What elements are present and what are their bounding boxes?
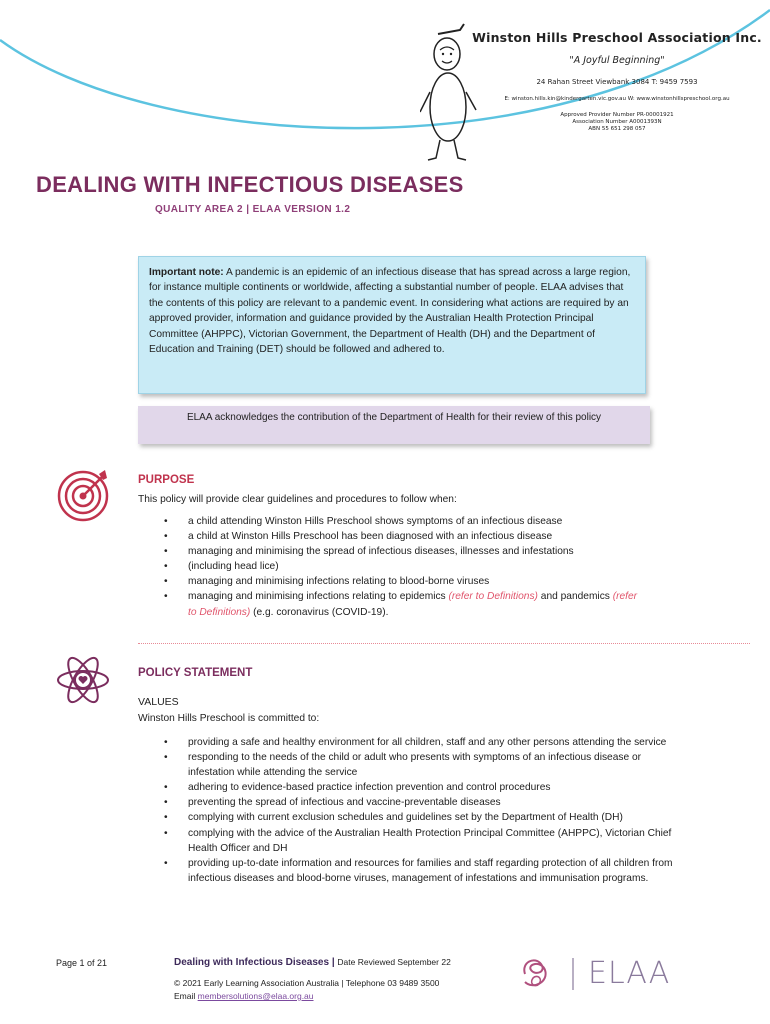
note-text: A pandemic is an epidemic of an infectious disease that has spread across a large region, for instance multiple continents or worldwide, affecting a substantial number of people. ELAA advises that the contents of this policy are relevant to a pandemic event. In considering what actions are required by an approved provider, information and guidance provided by the Australian Health Protection Principal Committee (AHPPC), Victorian Government, the Department of Health (DH) and the Department of Education and Training (DET) should be followed and adhered to. bbox=[149, 267, 631, 356]
elaa-logo-text: ELAA bbox=[588, 956, 671, 991]
footer-title: Dealing with Infectious Diseases | Date Reviewed September 22 bbox=[174, 957, 451, 968]
association-number: Association Number A0001393N bbox=[572, 119, 662, 125]
footer-email: Email membersolutions@elaa.org.au bbox=[174, 991, 314, 1001]
list-item: • providing up-to-date information and resources for families and staff regarding protection of all children from infectious diseases and blood-borne viruses, management of infestations and immunisation programs. bbox=[164, 857, 673, 884]
letterhead bbox=[420, 12, 760, 162]
list-item: • managing and minimising infections relating to blood-borne viruses bbox=[164, 576, 490, 588]
page-number: Page 1 of 21 bbox=[56, 958, 108, 968]
list-item: • complying with the advice of the Australian Health Protection Principal Committee (AHPPC), Victorian Chief Health Officer and DH bbox=[164, 827, 672, 854]
footer-copyright: © 2021 Early Learning Association Australia | Telephone 03 9489 3500 bbox=[174, 978, 440, 988]
list-item: • (including head lice) bbox=[164, 561, 279, 573]
list-item: • managing and minimising infections relating to epidemics (refer to Definitions) and pandemics (refer to Definitions) (e.g. coronavirus (COVID-19). bbox=[164, 591, 638, 618]
definitions-link[interactable]: (refer to Definitions) bbox=[448, 591, 538, 603]
target-icon bbox=[55, 466, 113, 524]
stick-figure-logo bbox=[420, 22, 480, 162]
atom-heart-icon bbox=[55, 652, 111, 708]
abn: ABN 55 651 298 057 bbox=[588, 126, 646, 132]
association-address: 24 Rahan Street Viewbank 3084 T: 9459 7593 bbox=[536, 78, 698, 86]
acknowledgement-box: ELAA acknowledges the contribution of the Department of Health for their review of this policy bbox=[138, 406, 650, 444]
page-title: DEALING WITH INFECTIOUS DISEASES bbox=[36, 172, 464, 197]
list-item: • a child attending Winston Hills Preschool shows symptoms of an infectious disease bbox=[164, 516, 563, 527]
list-item: • responding to the needs of the child or adult who presents with symptoms of an infectious disease or infestation while attending the service bbox=[164, 752, 642, 779]
list-item: • preventing the spread of infectious and vaccine-preventable diseases bbox=[164, 797, 501, 809]
page-subtitle: QUALITY AREA 2 | ELAA VERSION 1.2 bbox=[155, 204, 351, 215]
association-contact: E: winston.hills.kin@kindergarten.vic.gov.au W: www.winstonhillspreschool.org.au bbox=[504, 96, 730, 102]
definitions-link[interactable]: (refer to Definitions) bbox=[188, 591, 638, 618]
purpose-intro: This policy will provide clear guidelines and procedures to follow when: bbox=[138, 494, 457, 505]
purpose-heading: PURPOSE bbox=[138, 474, 195, 486]
association-name: Winston Hills Preschool Association Inc. bbox=[472, 30, 762, 45]
list-item: • complying with current exclusion schedules and guidelines set by the Department of Health (DH) bbox=[164, 812, 623, 824]
values-list bbox=[164, 735, 680, 886]
email-link[interactable]: membersolutions@elaa.org.au bbox=[197, 991, 314, 1001]
note-label: Important note: bbox=[149, 267, 224, 278]
list-item: • providing a safe and healthy environment for all children, staff and any other persons attending the service bbox=[164, 737, 667, 748]
approved-provider-number: Approved Provider Number PR-00001921 bbox=[560, 112, 674, 118]
list-item: • a child at Winston Hills Preschool has been diagnosed with an infectious disease bbox=[164, 531, 553, 543]
section-divider bbox=[138, 643, 750, 644]
values-heading: VALUES bbox=[138, 696, 179, 708]
purpose-list bbox=[164, 514, 638, 620]
values-intro: Winston Hills Preschool is committed to: bbox=[138, 713, 320, 724]
association-motto: "A Joyful Beginning" bbox=[569, 55, 665, 66]
policy-statement-heading: POLICY STATEMENT bbox=[138, 667, 253, 679]
important-note-box bbox=[138, 256, 646, 394]
list-item: • managing and minimising the spread of infectious diseases, illnesses and infestations bbox=[164, 546, 574, 558]
list-item: • adhering to evidence-based practice infection prevention and control procedures bbox=[164, 782, 551, 794]
